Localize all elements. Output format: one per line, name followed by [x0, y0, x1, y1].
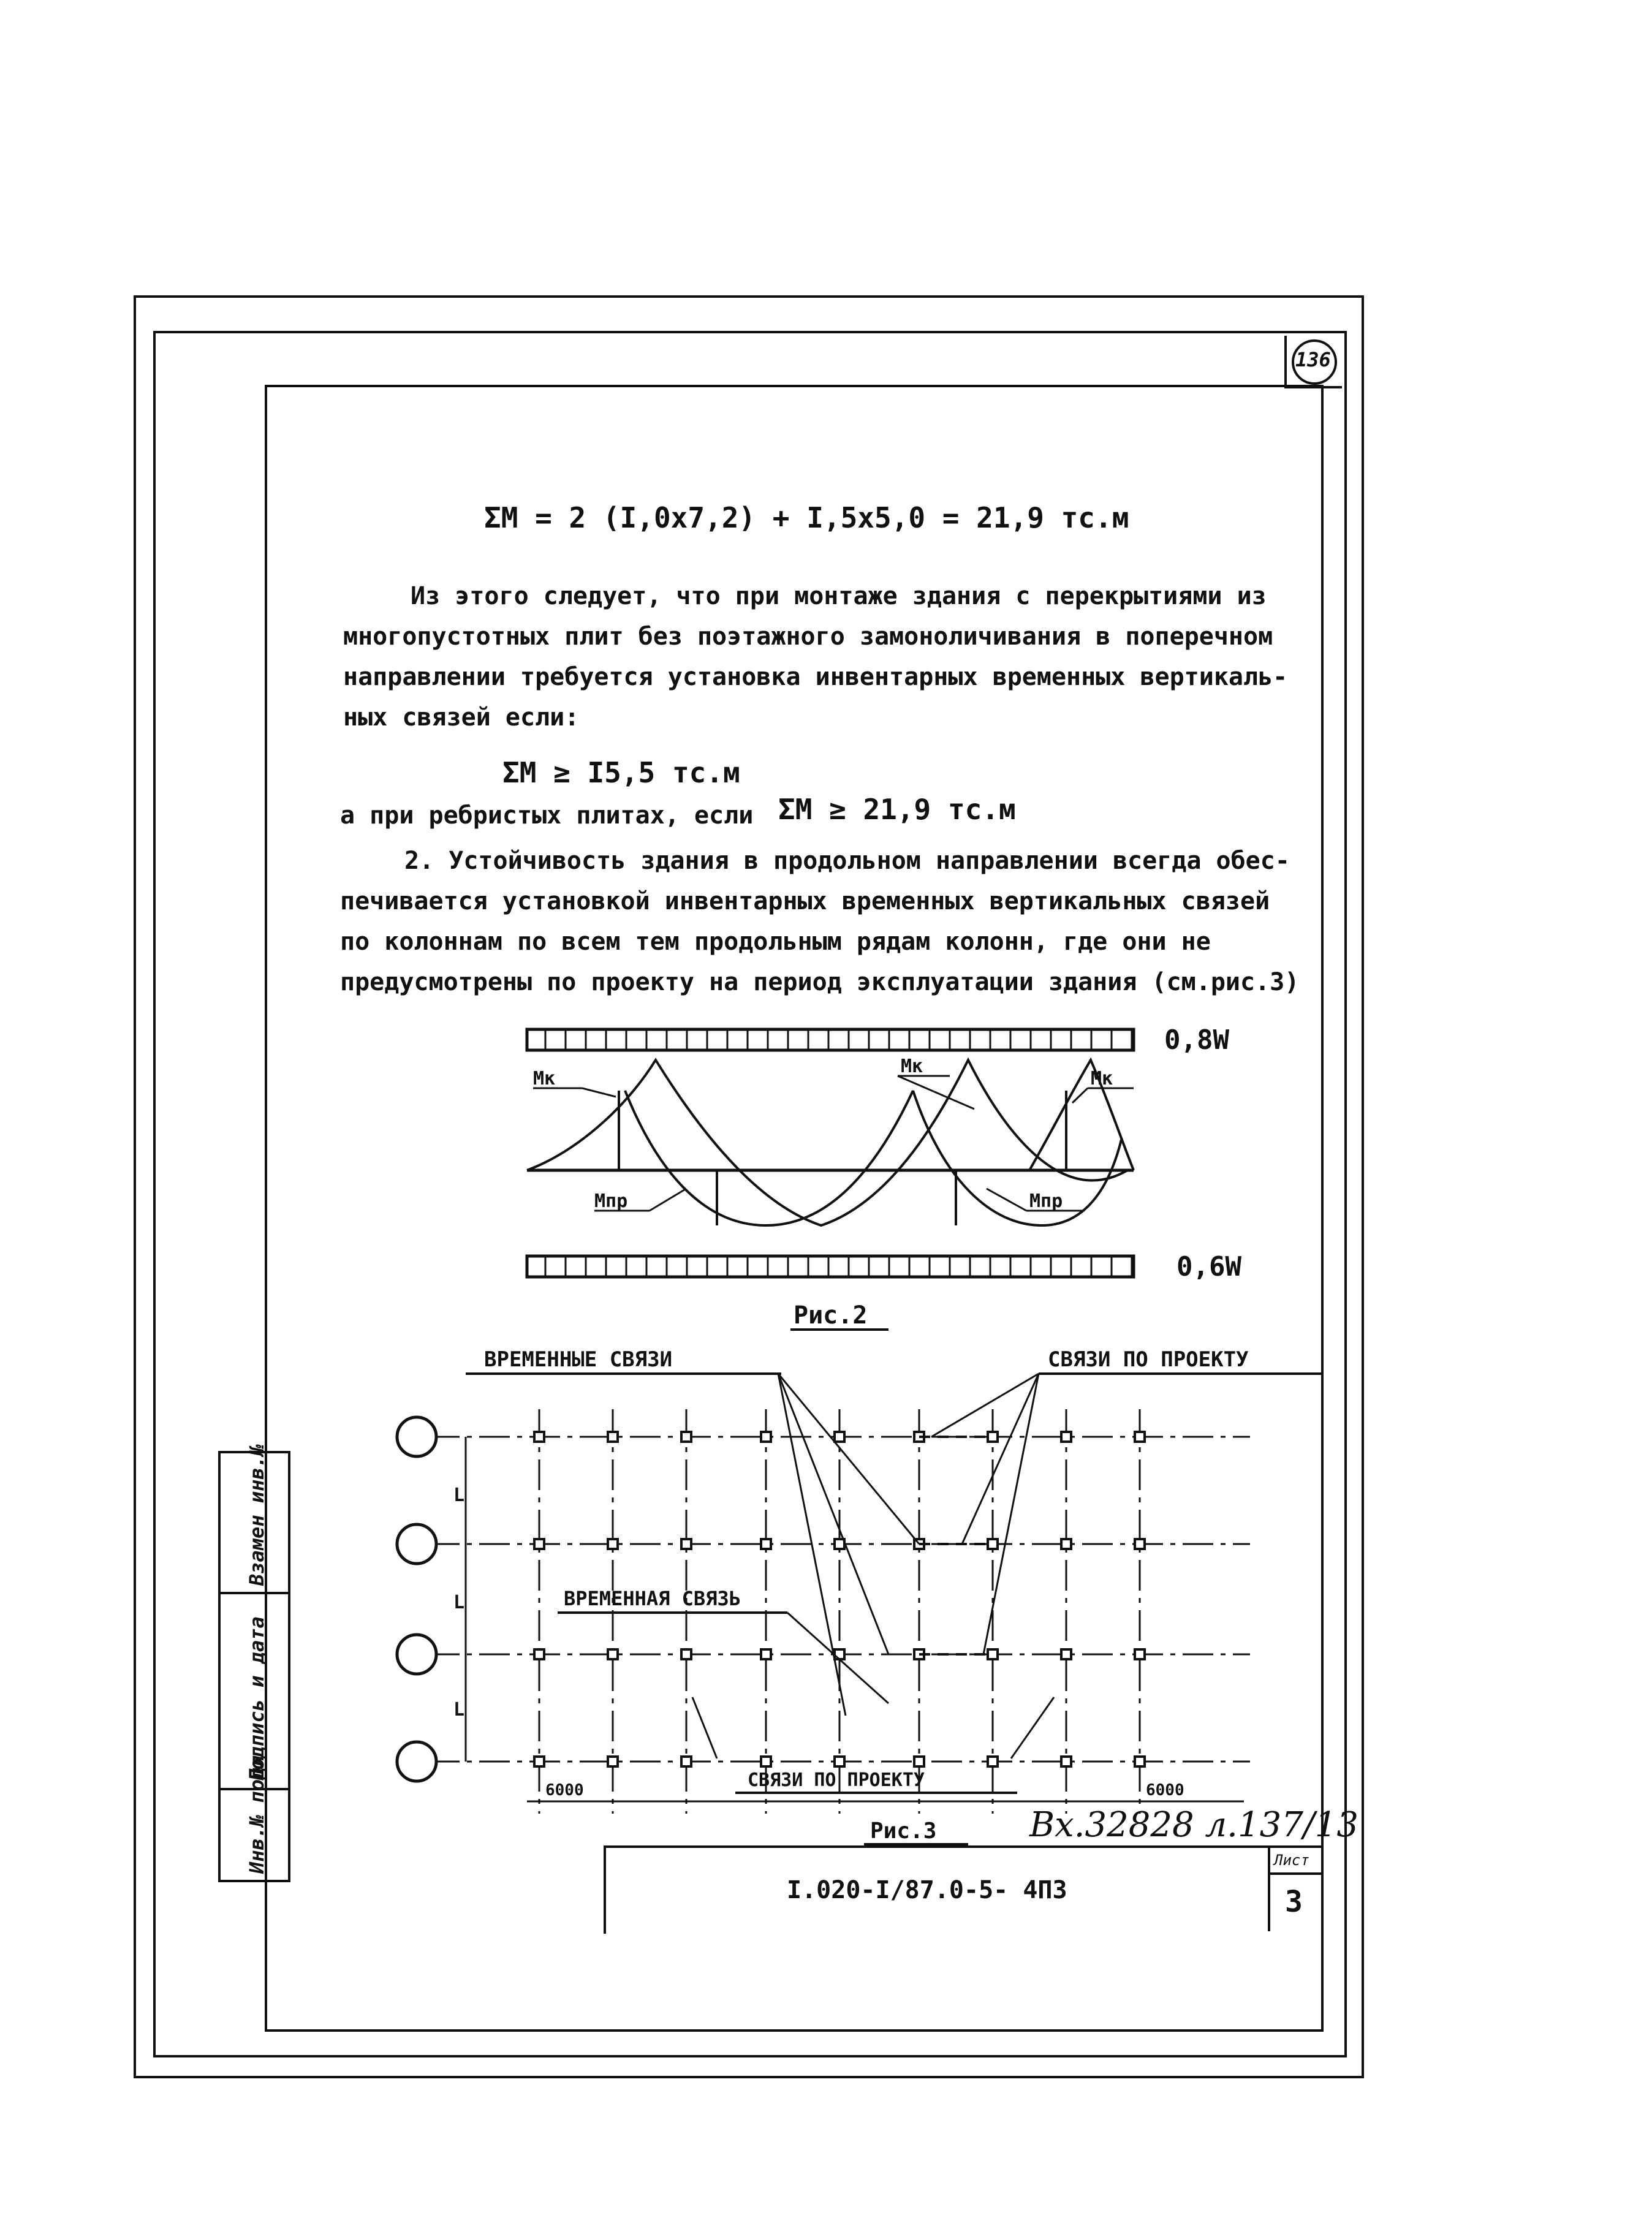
- dim-left: 6000: [545, 1781, 584, 1800]
- title-block: [604, 1845, 1321, 1934]
- paragraph-1-line-2: многопустотных плит без поэтажного замоноличивания в поперечном: [343, 623, 1273, 651]
- doc-code: I.020-I/87.0-5- 4ПЗ: [787, 1876, 1067, 1904]
- column-node: [761, 1539, 771, 1549]
- paragraph-1-line-4: ных связей если:: [343, 703, 580, 732]
- column-node: [534, 1432, 544, 1442]
- column-node: [681, 1757, 691, 1766]
- side-replace-label: Взамен инв.№: [245, 1444, 268, 1586]
- archive-mark: Вх.32828 л.137/13: [1029, 1805, 1358, 1845]
- temp-bracing-label: ВРЕМЕННЫЕ СВЯЗИ: [484, 1347, 673, 1372]
- mk-label-2: Mк: [901, 1056, 923, 1077]
- temp-brace-leader: [787, 1613, 889, 1703]
- paragraph-2-line-2: печивается установкой инвентарных временных вертикальных связей: [340, 887, 1270, 915]
- fig2-caption: Рис.2: [794, 1301, 868, 1330]
- mk-leader-2b: [898, 1076, 974, 1109]
- column-node: [1135, 1649, 1145, 1659]
- column-node: [835, 1649, 844, 1659]
- column-node: [761, 1757, 771, 1766]
- column-node: [608, 1539, 618, 1549]
- temp-brace-label: ВРЕМЕННАЯ СВЯЗЬ: [564, 1587, 741, 1610]
- paragraph-1-line-3: направлении требуется установка инвентарных временных вертикаль-: [343, 663, 1288, 691]
- mpr-label-2: Mпр: [1029, 1190, 1063, 1212]
- column-node: [1061, 1649, 1071, 1659]
- project-bracing-bottom-label: СВЯЗИ ПО ПРОЕКТУ: [748, 1770, 925, 1791]
- figure-3: [380, 1336, 1336, 1875]
- paragraph-2-line-1: 2. Устойчивость здания в продольном направлении всегда обес-: [404, 847, 1290, 875]
- axis-marker-circle: [397, 1417, 436, 1456]
- mpr-leader-1b: [650, 1189, 686, 1211]
- side-stamp: [218, 1444, 290, 1882]
- side-signature-label: Подпись и дата: [245, 1616, 268, 1782]
- paragraph-2-line-3: по колоннам по всем тем продольным рядам колонн, где они не: [340, 928, 1211, 956]
- sheet-cell: [1268, 1848, 1321, 1931]
- column-node: [1135, 1539, 1145, 1549]
- column-node: [681, 1432, 691, 1442]
- formula-1: ΣM = 2 (I,0x7,2) + I,5x5,0 = 21,9 тс.м: [484, 501, 1129, 534]
- paragraph-2-line-4: предусмотрены по проекту на период эксплуатации здания (см.рис.3): [340, 968, 1300, 996]
- sheet-label: Лист: [1274, 1852, 1309, 1869]
- sheet-number: 3: [1285, 1885, 1303, 1919]
- formula-3: ΣM ≥ 21,9 тс.м: [778, 793, 1016, 826]
- span-label-2: L: [453, 1592, 465, 1613]
- fig3-caption: Рис.3: [870, 1819, 937, 1844]
- span-label-1: L: [453, 1485, 465, 1506]
- axis-marker-circle: [397, 1635, 436, 1674]
- temporary-braces: [919, 1437, 993, 1654]
- page-number-box: [1284, 336, 1342, 388]
- column-node: [988, 1757, 998, 1766]
- column-node: [914, 1757, 924, 1766]
- mpr-label-1: Mпр: [594, 1190, 628, 1212]
- project-bracing-bottom-leaders: [692, 1697, 1054, 1758]
- span-label-3: L: [453, 1699, 465, 1720]
- axis-marker-circle: [397, 1524, 436, 1564]
- column-node: [1061, 1432, 1071, 1442]
- moment-curve-mpr: [625, 1091, 913, 1225]
- column-node: [534, 1757, 544, 1766]
- column-node: [681, 1649, 691, 1659]
- column-node: [1135, 1757, 1145, 1766]
- bottom-load-label: 0,6W: [1176, 1251, 1241, 1282]
- formula-2: ΣM ≥ I5,5 тс.м: [502, 756, 740, 789]
- top-load-label: 0,8W: [1164, 1024, 1229, 1056]
- mk-leader-1b: [582, 1088, 616, 1097]
- mk-label-1: Mк: [533, 1068, 556, 1089]
- bottom-load-strip: [527, 1256, 1134, 1277]
- column-node: [534, 1649, 544, 1659]
- column-node: [761, 1649, 771, 1659]
- side-inv-label: Инв.№ подл: [245, 1755, 268, 1874]
- column-node: [835, 1757, 844, 1766]
- column-node: [608, 1432, 618, 1442]
- page-number: 136: [1295, 348, 1331, 371]
- formula-3-prefix: а при ребристых плитах, если: [340, 801, 754, 830]
- axis-marker-circle: [397, 1742, 436, 1781]
- figure-2: [502, 1017, 1299, 1336]
- column-node: [681, 1539, 691, 1549]
- column-node: [608, 1757, 618, 1766]
- mk-label-3: Mк: [1091, 1068, 1113, 1089]
- column-node: [1061, 1757, 1071, 1766]
- sheet-divider: [1270, 1872, 1321, 1875]
- dim-right: 6000: [1146, 1781, 1184, 1800]
- column-node: [534, 1539, 544, 1549]
- column-node: [1135, 1432, 1145, 1442]
- column-node: [1061, 1539, 1071, 1549]
- paragraph-1-line-1: Из этого следует, что при монтаже здания с перекрытиями из: [411, 582, 1267, 610]
- column-node: [608, 1649, 618, 1659]
- project-bracing-label: СВЯЗИ ПО ПРОЕКТУ: [1048, 1347, 1249, 1372]
- column-node: [835, 1432, 844, 1442]
- mpr-leader-2b: [987, 1189, 1026, 1211]
- column-node: [761, 1432, 771, 1442]
- top-load-strip: [527, 1029, 1134, 1050]
